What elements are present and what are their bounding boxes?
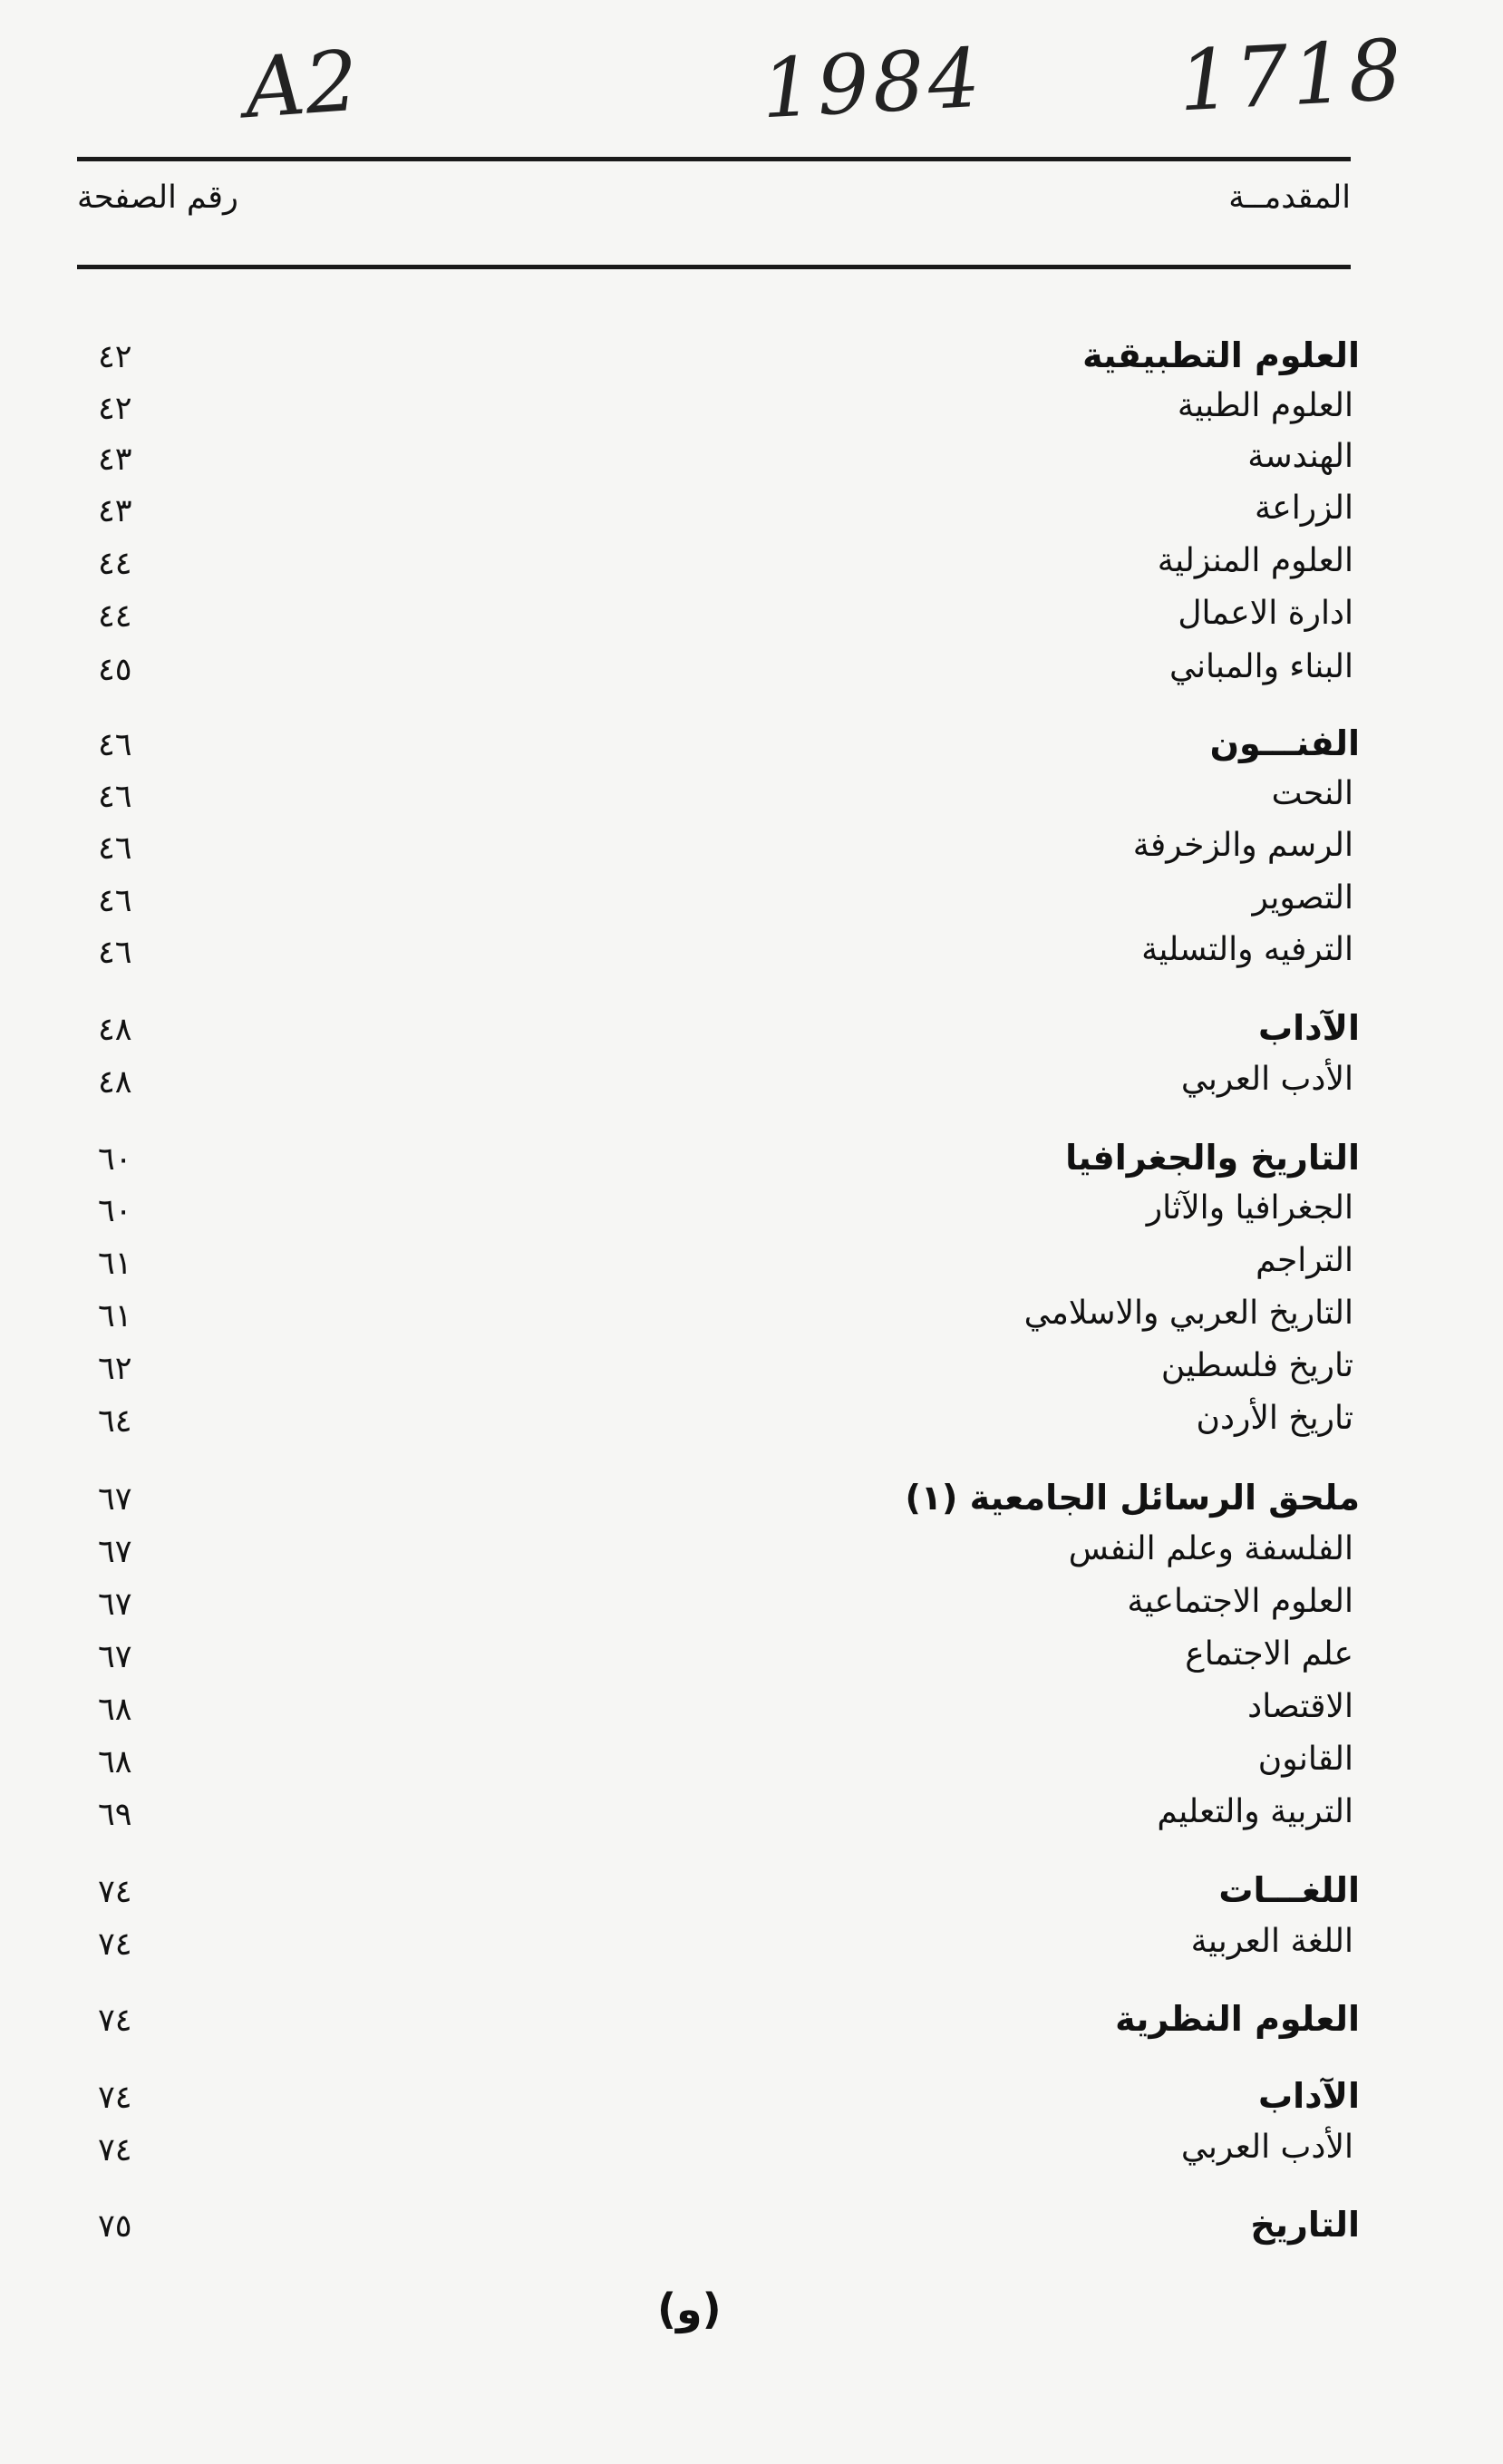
toc-header xyxy=(77,179,1351,234)
toc-page-number: ٦٩ xyxy=(98,1797,132,1833)
toc-subsection-title: ادارة الاعمال xyxy=(1178,595,1353,632)
toc-page-number: ٤٣ xyxy=(98,493,132,529)
toc-entry xyxy=(0,775,1503,826)
toc-page-number: ٤٦ xyxy=(98,727,132,763)
toc-entry xyxy=(0,1295,1503,1345)
toc-entry xyxy=(0,1741,1503,1791)
toc-entry xyxy=(0,1138,1503,1188)
toc-page-number: ٦٤ xyxy=(98,1403,132,1440)
toc-page-number: ٤٦ xyxy=(98,830,132,867)
toc-subsection-title: علم الاجتماع xyxy=(1185,1635,1353,1673)
toc-page-number: ٤٢ xyxy=(98,391,132,427)
toc-section-title: ملحق الرسائل الجامعية (١) xyxy=(905,1478,1360,1518)
toc-page-number: ٤٤ xyxy=(98,546,132,582)
toc-page-number: ٦١ xyxy=(98,1298,132,1334)
toc-subsection-title: تاريخ الأردن xyxy=(1196,1400,1353,1437)
toc-page-number: ٦٠ xyxy=(98,1141,132,1178)
toc-page-number: ٧٤ xyxy=(98,1874,132,1910)
toc-subsection-title: العلوم الطبية xyxy=(1177,387,1353,424)
toc-entry xyxy=(0,387,1503,438)
toc-entry xyxy=(0,1999,1503,2050)
toc-page-number: ٦٢ xyxy=(98,1351,132,1387)
toc-section-title: العلوم التطبيقية xyxy=(1082,335,1360,375)
toc-subsection-title: العلوم الاجتماعية xyxy=(1127,1583,1353,1620)
toc-entry xyxy=(0,2076,1503,2127)
toc-page-number: ٦٧ xyxy=(98,1534,132,1570)
toc-subsection-title: الرسم والزخرفة xyxy=(1132,827,1353,864)
toc-subsection-title: الجغرافيا والآثار xyxy=(1146,1189,1353,1227)
toc-subsection-title: الهندسة xyxy=(1247,438,1353,475)
toc-subsection-title: اللغة العربية xyxy=(1190,1923,1353,1960)
toc-subsection-title: النحت xyxy=(1271,775,1353,812)
toc-section-title: الآداب xyxy=(1257,2076,1360,2116)
toc-entry xyxy=(0,1347,1503,1398)
section-label: المقدمــة xyxy=(1228,179,1351,216)
toc-subsection-title: التراجم xyxy=(1256,1242,1353,1279)
handwritten-number: 1718 xyxy=(1176,21,1408,131)
toc-page-number: ٧٤ xyxy=(98,2003,132,2039)
handwritten-code: A2 xyxy=(241,32,362,138)
toc-subsection-title: التصوير xyxy=(1252,879,1353,917)
toc-subsection-title: التاريخ العربي والاسلامي xyxy=(1023,1295,1353,1332)
toc-page-number: ٦٧ xyxy=(98,1481,132,1518)
toc-entry xyxy=(0,1583,1503,1634)
toc-subsection-title: القانون xyxy=(1257,1741,1353,1778)
toc-subsection-title: الفلسفة وعلم النفس xyxy=(1068,1530,1353,1567)
toc-page-number: ٦٧ xyxy=(98,1586,132,1623)
toc-entry xyxy=(0,827,1503,878)
toc-page-number: ٦١ xyxy=(98,1246,132,1282)
toc-page-number: ٧٤ xyxy=(98,2080,132,2116)
toc-page-number: ٤٤ xyxy=(98,598,132,635)
toc-entry xyxy=(0,2129,1503,2179)
toc-entry xyxy=(0,335,1503,386)
toc-section-title: اللغـــات xyxy=(1218,1870,1360,1910)
toc-page-number: ٤٦ xyxy=(98,935,132,971)
toc-entry xyxy=(0,438,1503,489)
toc-section-title: التاريخ والجغرافيا xyxy=(1065,1138,1360,1178)
toc-page-number: ٤٢ xyxy=(98,339,132,375)
toc-entry xyxy=(0,648,1503,699)
toc-entry xyxy=(0,879,1503,930)
toc-page-number: ٦٨ xyxy=(98,1692,132,1728)
toc-page-number: ٧٤ xyxy=(98,1926,132,1963)
toc-page-number: ٧٥ xyxy=(98,2208,132,2245)
toc-page-number: ٤٥ xyxy=(98,652,132,688)
toc-entry xyxy=(0,1008,1503,1059)
toc-section-title: الفنـــون xyxy=(1209,723,1360,763)
toc-entry xyxy=(0,1061,1503,1111)
toc-subsection-title: الأدب العربي xyxy=(1180,1061,1353,1098)
toc-entry xyxy=(0,490,1503,540)
toc-entry xyxy=(0,1530,1503,1581)
toc-subsection-title: الزراعة xyxy=(1254,490,1353,527)
toc-entry xyxy=(0,1923,1503,1974)
toc-subsection-title: الترفيه والتسلية xyxy=(1141,931,1353,968)
toc-subsection-title: الأدب العربي xyxy=(1180,2129,1353,2166)
toc-subsection-title: العلوم المنزلية xyxy=(1157,542,1353,579)
toc-entry xyxy=(0,1688,1503,1739)
toc-page-number: ٤٣ xyxy=(98,441,132,478)
bottom-rule xyxy=(77,265,1351,269)
toc-page-number: ٦٠ xyxy=(98,1193,132,1229)
toc-page-number: ٤٦ xyxy=(98,779,132,815)
toc-page-number: ٤٨ xyxy=(98,1064,132,1101)
toc-page-number: ٦٧ xyxy=(98,1639,132,1675)
toc-page-number: ٦٨ xyxy=(98,1744,132,1780)
toc-entry xyxy=(0,2205,1503,2255)
toc-subsection-title: التربية والتعليم xyxy=(1157,1793,1353,1830)
page-letter: (و) xyxy=(657,2285,722,2333)
toc-page-number: ٤٦ xyxy=(98,883,132,919)
toc-entry xyxy=(0,931,1503,982)
toc-section-title: الآداب xyxy=(1257,1008,1360,1048)
toc-entry xyxy=(0,542,1503,593)
toc-page-number: ٤٨ xyxy=(98,1012,132,1048)
toc-entry xyxy=(0,1478,1503,1528)
toc-section-title: العلوم النظرية xyxy=(1115,1999,1360,2039)
toc-subsection-title: البناء والمباني xyxy=(1168,648,1353,685)
toc-entry xyxy=(0,1400,1503,1450)
toc-page-number: ٧٤ xyxy=(98,2132,132,2168)
toc-entry xyxy=(0,1635,1503,1686)
toc-subsection-title: الاقتصاد xyxy=(1247,1688,1353,1725)
toc-entry xyxy=(0,595,1503,645)
toc-entry xyxy=(0,1189,1503,1240)
toc-subsection-title: تاريخ فلسطين xyxy=(1160,1347,1353,1384)
page-number-label: رقم الصفحة xyxy=(77,179,238,216)
toc-entry xyxy=(0,1242,1503,1293)
toc-entry xyxy=(0,1870,1503,1921)
top-rule xyxy=(77,157,1351,161)
handwritten-year: 1984 xyxy=(759,30,986,138)
toc-section-title: التاريخ xyxy=(1250,2205,1360,2245)
toc-entry xyxy=(0,1793,1503,1844)
toc-entry xyxy=(0,723,1503,774)
